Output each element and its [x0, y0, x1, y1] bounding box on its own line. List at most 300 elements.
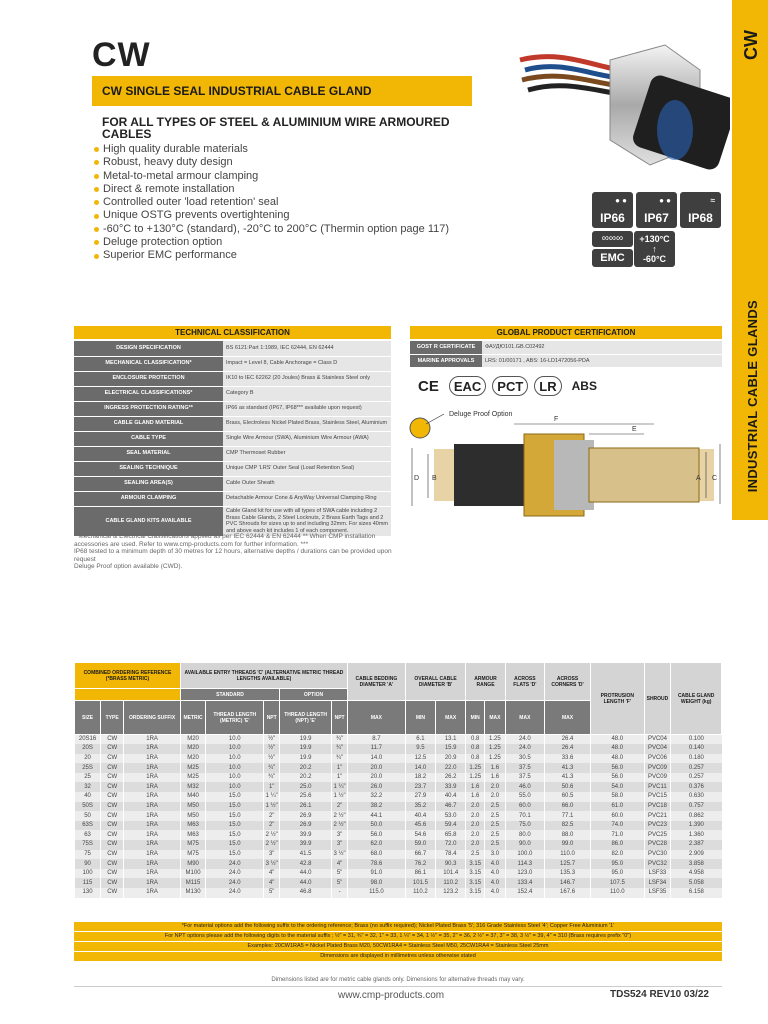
table-cell: 10.0	[206, 763, 264, 773]
feature-item: High quality durable materials	[94, 143, 494, 156]
table-cell: 15.0	[206, 811, 264, 821]
table-cell: 0.862	[671, 811, 722, 821]
table-cell: 115	[75, 878, 101, 888]
table-row	[75, 763, 722, 773]
table-cell: 15.0	[206, 792, 264, 802]
table-cell: CW	[101, 878, 124, 888]
dim-label: A	[696, 475, 701, 482]
dim-label: C	[712, 475, 718, 482]
table-cell: 25	[75, 773, 101, 783]
table-cell: 2.5	[485, 802, 506, 812]
column-header: MIN	[466, 701, 485, 735]
table-cell: 10.0	[206, 735, 264, 745]
table-cell: M63	[180, 830, 205, 840]
table-cell: 1.25	[485, 735, 506, 745]
tech-classification-heading: TECHNICAL CLASSIFICATION	[74, 326, 391, 339]
table-cell: 25.0	[280, 782, 332, 792]
table-cell: PVC09	[644, 763, 671, 773]
ordering-note: Dimensions are displayed in millimetres unless otherwise stated	[74, 952, 722, 962]
table-cell: 0.257	[671, 763, 722, 773]
table-cell: 3"	[332, 830, 348, 840]
eac-mark-icon: EAC	[449, 376, 486, 396]
table-cell: 35.2	[405, 802, 435, 812]
table-cell: 54.6	[405, 830, 435, 840]
table-row	[75, 859, 722, 869]
column-header: TYPE	[101, 701, 124, 735]
table-cell: 3.15	[466, 888, 485, 898]
column-group-header: COMBINED ORDERING REFERENCE (*BRASS METRIC)	[75, 663, 181, 689]
column-group-header: AVAILABLE ENTRY THREADS 'C' (ALTERNATIVE METRIC THREAD LENGTHS AVAILABLE)	[180, 663, 347, 689]
table-cell: CW	[101, 792, 124, 802]
table-cell: 32	[75, 782, 101, 792]
table-cell: 2.5	[485, 811, 506, 821]
table-cell: M25	[180, 763, 205, 773]
table-cell: LSF34	[644, 878, 671, 888]
column-group-header: PROTRUSION LENGTH 'F'	[591, 663, 645, 735]
column-header: THREAD LENGTH (NPT) 'E'	[280, 701, 332, 735]
ordering-notes	[74, 922, 722, 962]
table-cell: 5"	[332, 869, 348, 879]
table-cell: 59.4	[436, 821, 466, 831]
ordering-note: *For material options add the following suffix to the ordering reference; Brass (no suffix required); Nickel Plated Brass '5'; 316 Grade Stainless Steel '4'; Copper Free Aluminium '1'	[74, 922, 722, 932]
table-cell: 2 ½"	[332, 821, 348, 831]
table-cell: 130	[75, 888, 101, 898]
table-cell: 25.6	[280, 792, 332, 802]
feature-item: Metal-to-metal armour clamping	[94, 170, 494, 183]
table-cell: ¾"	[264, 773, 280, 783]
table-row	[75, 744, 722, 754]
table-cell: CW	[101, 859, 124, 869]
table-cell: 24.0	[505, 744, 544, 754]
table-cell: 110.0	[545, 850, 591, 860]
table-cell: 0.376	[671, 782, 722, 792]
table-cell: 3.0	[485, 850, 506, 860]
water-wave-icon: ≈	[710, 196, 715, 205]
table-cell: -	[332, 888, 348, 898]
table-row	[75, 878, 722, 888]
table-cell: PVC09	[644, 773, 671, 783]
table-cell: 1.25	[485, 744, 506, 754]
product-subtitle: FOR ALL TYPES OF STEEL & ALUMINIUM WIRE ARMOURED CABLES	[102, 115, 450, 141]
table-cell: 8.7	[347, 735, 405, 745]
table-cell: 3 ½"	[264, 859, 280, 869]
table-cell: 72.0	[436, 840, 466, 850]
table-cell: 2.5	[485, 821, 506, 831]
table-cell: 45.6	[405, 821, 435, 831]
table-cell: CW	[101, 782, 124, 792]
side-product-code: CW	[741, 30, 761, 60]
bullet-icon	[94, 254, 99, 259]
table-cell: ½"	[264, 744, 280, 754]
table-cell: 100.0	[505, 850, 544, 860]
table-cell: 90.0	[505, 840, 544, 850]
table-cell: 24.0	[505, 735, 544, 745]
table-row	[75, 821, 722, 831]
table-cell: 90	[75, 859, 101, 869]
table-cell: PVC32	[644, 859, 671, 869]
dim-label: D	[414, 475, 420, 482]
table-cell: 50.6	[545, 782, 591, 792]
dimensions-disclaimer: Dimensions listed are for metric cable glands only. Dimensions for alternative threads may vary.	[271, 977, 525, 983]
column-header: MAX	[485, 701, 506, 735]
table-row	[75, 830, 722, 840]
table-cell: M100	[180, 869, 205, 879]
table-cell: CW	[101, 840, 124, 850]
table-cell: 86.0	[591, 840, 645, 850]
table-cell: 41.3	[545, 773, 591, 783]
ordering-note: For NPT options please add the following digits to the material suffix ; ½" = 31, ¾" = 32, 1" = 33, 1 ¼" = 34, 1 ½" = 35, 2" = 36, 2 ½" = 37, 3" = 38, 3 ½" = 39, 4" = 310 (Brass requires prefix "0")	[74, 932, 722, 942]
table-cell: 4.0	[485, 869, 506, 879]
table-cell: 0.8	[466, 754, 485, 764]
table-cell: 10.0	[206, 782, 264, 792]
table-cell: M75	[180, 840, 205, 850]
table-cell: 26.2	[436, 773, 466, 783]
table-cell: 39.9	[280, 830, 332, 840]
table-cell: 1"	[332, 773, 348, 783]
table-cell: 15.0	[206, 802, 264, 812]
table-cell: 24.0	[206, 859, 264, 869]
table-row: ELECTRICAL CLASSIFICATIONS* Category B	[74, 386, 391, 401]
table-cell: 2.0	[485, 792, 506, 802]
table-cell: 46.0	[505, 782, 544, 792]
table-cell: 1RA	[124, 869, 181, 879]
column-header: SIZE	[75, 701, 101, 735]
table-cell: 1.6	[485, 773, 506, 783]
table-cell: 24.0	[206, 888, 264, 898]
column-header: MAX	[347, 701, 405, 735]
bullet-icon	[94, 160, 99, 165]
table-cell: PVC18	[644, 802, 671, 812]
product-title: CW SINGLE SEAL INDUSTRIAL CABLE GLAND	[92, 76, 472, 106]
column-header: MAX	[505, 701, 544, 735]
table-cell: 91.0	[347, 869, 405, 879]
table-cell: 59.0	[405, 840, 435, 850]
water-drops-icon: ● ●	[659, 196, 671, 205]
table-row	[75, 850, 722, 860]
table-cell: 41.5	[280, 850, 332, 860]
table-cell: CW	[101, 763, 124, 773]
table-cell: 2"	[332, 802, 348, 812]
table-cell: 1RA	[124, 792, 181, 802]
table-cell: 1 ¼"	[264, 792, 280, 802]
table-cell: 10.0	[206, 773, 264, 783]
table-cell: 40.4	[436, 792, 466, 802]
table-cell: 5"	[264, 888, 280, 898]
table-cell: 1.25	[466, 763, 485, 773]
table-cell: 3.858	[671, 859, 722, 869]
certification-table	[410, 341, 722, 368]
feature-item: Superior EMC performance	[94, 249, 494, 262]
dim-label: F	[554, 416, 559, 423]
table-cell: 46.7	[436, 802, 466, 812]
table-cell: 46.8	[280, 888, 332, 898]
table-cell: 114.3	[505, 859, 544, 869]
bullet-icon	[94, 187, 99, 192]
table-cell: 76.2	[405, 859, 435, 869]
table-row: CABLE GLAND KITS AVAILABLE Cable Gland kit for use with all types of SWA cable including 2 Brass Cable Glands, 2 Steel Locknuts, 2 Brass Earth Tags and 2 PVC Shrouds for sizes up to and including 32mm. For sizes 40mm and above each kit includes 1 of each component.	[74, 506, 391, 536]
table-cell: 133.4	[505, 878, 544, 888]
table-cell: 2 ½"	[264, 840, 280, 850]
table-cell: 66.7	[405, 850, 435, 860]
table-cell: 1"	[264, 782, 280, 792]
abs-mark-icon: ABS	[571, 379, 597, 393]
table-row: ENCLOSURE PROTECTION IK10 to IEC 62262 (20 Joules) Brass & Stainless Steel only	[74, 371, 391, 386]
table-row	[75, 869, 722, 879]
dim-label: E	[632, 426, 637, 433]
table-cell: 1RA	[124, 850, 181, 860]
column-group-header: ACROSS CORNERS 'D'	[545, 663, 591, 701]
ordering-table-body	[75, 735, 722, 898]
table-cell: M50	[180, 811, 205, 821]
table-cell: 68.0	[347, 850, 405, 860]
emc-wave-icon: ∞∞∞	[592, 231, 633, 247]
table-cell: 30.5	[505, 754, 544, 764]
table-cell: 125.7	[545, 859, 591, 869]
table-cell: 15.0	[206, 850, 264, 860]
table-cell: 25S	[75, 763, 101, 773]
table-cell: 1RA	[124, 821, 181, 831]
table-cell: 20S16	[75, 735, 101, 745]
ip-badge: ● ● IP66	[592, 192, 633, 228]
table-cell: 1 ¼"	[332, 782, 348, 792]
table-cell: 62.0	[347, 840, 405, 850]
footer-divider	[74, 986, 722, 987]
table-cell: 63S	[75, 821, 101, 831]
table-cell: 13.1	[436, 735, 466, 745]
column-group-header: ARMOUR RANGE	[466, 663, 505, 701]
table-cell: 2 ½"	[264, 830, 280, 840]
ce-mark-icon: CE	[418, 377, 439, 395]
table-cell: 24.0	[206, 878, 264, 888]
table-cell: PVC15	[644, 792, 671, 802]
column-header: ORDERING SUFFIX	[124, 701, 181, 735]
table-cell: 95.0	[591, 859, 645, 869]
table-cell: M63	[180, 821, 205, 831]
feature-item: Robust, heavy duty design	[94, 156, 494, 169]
website-link[interactable]: www.cmp-products.com	[338, 990, 445, 1001]
table-cell: 3.15	[466, 878, 485, 888]
bullet-icon	[94, 214, 99, 219]
arrow-up-icon: ↑	[652, 244, 657, 254]
table-cell: ½"	[264, 754, 280, 764]
table-cell: 3"	[264, 850, 280, 860]
table-cell: 1 ½"	[264, 802, 280, 812]
table-cell: 56.0	[591, 763, 645, 773]
table-cell: 60.0	[505, 802, 544, 812]
table-cell: 26.9	[280, 811, 332, 821]
table-cell: M20	[180, 735, 205, 745]
table-cell: 2.5	[485, 830, 506, 840]
ordering-note: Examples: 20CW1RA5 = Nickel Plated Brass M20, 50CW1RA4 = Stainless Steel M50, 25CW1RA4 = Stainless Steel 25mm	[74, 942, 722, 952]
table-cell: 4.0	[485, 878, 506, 888]
table-cell: 41.3	[545, 763, 591, 773]
table-cell: 123.0	[505, 869, 544, 879]
table-cell: 1RA	[124, 773, 181, 783]
table-cell: 2"	[264, 811, 280, 821]
table-cell: 33.9	[436, 782, 466, 792]
table-cell: 40.4	[405, 811, 435, 821]
table-cell: 1RA	[124, 830, 181, 840]
table-row: CABLE TYPE Single Wire Armour (SWA), Aluminium Wire Armour (AWA)	[74, 431, 391, 446]
table-cell: 0.180	[671, 754, 722, 764]
table-cell: 101.5	[405, 878, 435, 888]
table-cell: 2.0	[466, 821, 485, 831]
table-cell: 1"	[332, 763, 348, 773]
table-cell: 26.9	[280, 821, 332, 831]
bullet-icon	[94, 174, 99, 179]
table-cell: 1RA	[124, 878, 181, 888]
table-cell: 53.0	[436, 811, 466, 821]
table-row	[75, 754, 722, 764]
table-cell: M25	[180, 773, 205, 783]
table-cell: M130	[180, 888, 205, 898]
table-cell: 66.0	[545, 802, 591, 812]
table-cell: M40	[180, 792, 205, 802]
table-cell: 5"	[332, 878, 348, 888]
table-cell: 1RA	[124, 735, 181, 745]
table-cell: CW	[101, 811, 124, 821]
table-cell: 2 ½"	[332, 811, 348, 821]
tech-classification-table	[74, 341, 391, 537]
table-cell: LSF33	[644, 869, 671, 879]
table-cell: 1RA	[124, 754, 181, 764]
table-cell: 86.1	[405, 869, 435, 879]
bullet-icon	[94, 200, 99, 205]
table-cell: LSF35	[644, 888, 671, 898]
tech-footnotes: * Mechanical & Electrical Classifications applied as per IEC 62444 & EN 62444 ** When CMP installation accessories are used. Refer to www.cmp-products.com for further information. *** IP68 tested to a minimum depth of 30 metres for 12 hours, alternative depths / durations can be provided upon request Deluge Proof option available (CWD).	[74, 533, 392, 571]
table-cell: 123.2	[436, 888, 466, 898]
table-row: SEAL MATERIAL CMP Thermoset Rubber	[74, 446, 391, 461]
column-group-header: OVERALL CABLE DIAMETER 'B'	[405, 663, 466, 701]
certification-heading: GLOBAL PRODUCT CERTIFICATION	[410, 326, 722, 339]
table-cell: 0.630	[671, 792, 722, 802]
table-row	[75, 888, 722, 898]
ip-rating-badges	[592, 192, 721, 228]
table-cell: 15.0	[206, 821, 264, 831]
table-cell: 4"	[332, 859, 348, 869]
table-cell: 77.1	[545, 811, 591, 821]
table-cell: 0.257	[671, 773, 722, 783]
table-cell: 26.4	[545, 735, 591, 745]
ip-badge: ● ● IP67	[636, 192, 677, 228]
table-cell: 37.5	[505, 763, 544, 773]
table-row: SEALING AREA(S) Cable Outer Sheath	[74, 476, 391, 491]
table-row	[75, 840, 722, 850]
table-cell: 4.0	[485, 859, 506, 869]
table-cell: ½"	[264, 735, 280, 745]
table-cell: 32.2	[347, 792, 405, 802]
column-group-header: ACROSS FLATS 'D'	[505, 663, 544, 701]
emc-badge: EMC	[592, 249, 633, 267]
table-cell: 48.0	[591, 754, 645, 764]
table-cell: 26.1	[280, 802, 332, 812]
table-cell: M75	[180, 850, 205, 860]
table-cell: 0.140	[671, 744, 722, 754]
table-cell: 2.909	[671, 850, 722, 860]
pct-mark-icon: PCT	[492, 376, 528, 396]
table-cell: PVC04	[644, 735, 671, 745]
table-cell: 90.3	[436, 859, 466, 869]
table-cell: 101.4	[436, 869, 466, 879]
ordering-table	[74, 662, 722, 898]
table-cell: 56.0	[591, 773, 645, 783]
table-cell: 1 ½"	[332, 792, 348, 802]
table-cell: 10.0	[206, 754, 264, 764]
table-cell: 95.0	[591, 869, 645, 879]
table-cell: 3"	[332, 840, 348, 850]
table-cell: 55.0	[505, 792, 544, 802]
bullet-icon	[94, 227, 99, 232]
table-cell: 60.5	[545, 792, 591, 802]
table-cell: 3.15	[466, 859, 485, 869]
table-cell: 15.0	[206, 830, 264, 840]
table-cell: 44.0	[280, 869, 332, 879]
table-cell: 20.9	[436, 754, 466, 764]
table-cell: 0.757	[671, 802, 722, 812]
table-cell: 50	[75, 811, 101, 821]
table-cell: 2.0	[485, 782, 506, 792]
table-cell: 40	[75, 792, 101, 802]
table-cell: 1.6	[485, 763, 506, 773]
table-cell: 1RA	[124, 744, 181, 754]
table-cell: M20	[180, 754, 205, 764]
table-row	[75, 811, 722, 821]
table-row: SEALING TECHNIQUE Unique CMP 'LRS' Outer Seal (Load Retention Seal)	[74, 461, 391, 476]
table-cell: 78.4	[436, 850, 466, 860]
table-cell: 56.0	[347, 830, 405, 840]
table-cell: 20.2	[280, 763, 332, 773]
column-header: NPT	[332, 701, 348, 735]
table-cell: CW	[101, 869, 124, 879]
table-row: ARMOUR CLAMPING Detachable Armour Cone & AnyWay Universal Clamping Ring	[74, 491, 391, 506]
table-cell: 24.0	[206, 869, 264, 879]
table-cell: PVC23	[644, 821, 671, 831]
table-cell: 14.0	[347, 754, 405, 764]
table-cell: 75.0	[505, 821, 544, 831]
table-cell: PVC25	[644, 830, 671, 840]
table-cell: 50S	[75, 802, 101, 812]
table-cell: 1.25	[485, 754, 506, 764]
table-cell: CW	[101, 773, 124, 783]
document-reference: TDS524 REV10 03/22	[610, 989, 709, 1000]
table-cell: 58.0	[591, 792, 645, 802]
table-cell: 107.5	[591, 878, 645, 888]
table-cell: M20	[180, 744, 205, 754]
table-cell: ¾"	[332, 735, 348, 745]
table-cell: 33.6	[545, 754, 591, 764]
table-cell: 135.3	[545, 869, 591, 879]
table-cell: 2.0	[466, 811, 485, 821]
bullet-icon	[94, 147, 99, 152]
table-cell: M115	[180, 878, 205, 888]
table-row	[75, 802, 722, 812]
table-cell: 20	[75, 754, 101, 764]
table-cell: ¾"	[332, 754, 348, 764]
table-cell: 15.9	[436, 744, 466, 754]
table-cell: 4.0	[485, 888, 506, 898]
temperature-range-icon: +130°C ↑ -60°C	[634, 231, 675, 267]
table-cell: 20.0	[347, 773, 405, 783]
table-cell: 20.0	[347, 763, 405, 773]
column-subgroup-header: STANDARD	[180, 689, 279, 701]
table-cell: 2.387	[671, 840, 722, 850]
table-cell: 20S	[75, 744, 101, 754]
table-cell: 9.5	[405, 744, 435, 754]
table-cell: 1RA	[124, 782, 181, 792]
table-cell: 2.0	[466, 802, 485, 812]
table-cell: 65.8	[436, 830, 466, 840]
table-cell: 38.2	[347, 802, 405, 812]
